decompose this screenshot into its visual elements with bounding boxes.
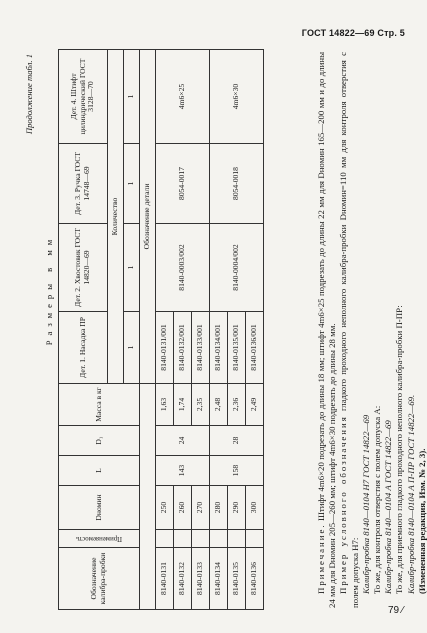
group1-det4: 4m6×25 (156, 50, 210, 144)
group1-det2: 8140-0003/002 (156, 224, 210, 312)
group2-det4: 4m6×30 (210, 50, 264, 144)
row-mass: 2,36 (228, 384, 246, 426)
table-row (210, 50, 228, 610)
group2-det3: 8054-0018 (210, 144, 264, 224)
spacer-cell (140, 384, 156, 610)
row-det1: 8140-0134/001 (210, 312, 228, 384)
row-det1: 8140-0133/001 (192, 312, 210, 384)
row-det1: 8140-0131/001 (156, 312, 174, 384)
row-det1: 8140-0132/001 (174, 312, 192, 384)
qty-det4: 1 (124, 50, 140, 144)
example-designation-3: Калибр-пробка 8140—0104 А П-ПР ГОСТ 14822—69. (405, 394, 416, 594)
parts-designation-label: Обозначение детали (140, 50, 156, 384)
row-applicability (156, 530, 174, 548)
row-code: 8140-0133 (192, 548, 210, 610)
row-applicability (228, 530, 246, 548)
qty-det2: 1 (124, 224, 140, 312)
row-code: 8140-0134 (210, 548, 228, 610)
row-mass: 1,74 (174, 384, 192, 426)
col-header-det3: Дет. 3. Ручка ГОСТ 14748—69 (59, 144, 108, 224)
row-dnom: 290 (228, 486, 246, 530)
col-header-applicability: Применяемость (59, 530, 140, 548)
row-code: 8140-0132 (174, 548, 192, 610)
table-continuation-label: Продолжение табл. 1 (24, 54, 34, 135)
row-mass: 2,48 (210, 384, 228, 426)
row-dnom: 280 (210, 486, 228, 530)
page-number: 79 ⁄ (388, 605, 404, 616)
note-label: Примечание. (316, 523, 326, 594)
col-header-det4: Дет. 4. Штифт цилиндрический ГОСТ 3128—70 (59, 50, 108, 144)
row-dnom: 250 (156, 486, 174, 530)
group1-det3: 8054-0017 (156, 144, 210, 224)
row-dnom: 300 (246, 486, 264, 530)
table-1 (58, 49, 264, 610)
example-designation-2: Калибр-пробка 8140—0104 А ГОСТ 14822—69 (383, 420, 394, 594)
row-applicability (246, 530, 264, 548)
col-header-L: L (59, 456, 140, 486)
page-header: ГОСТ 14822—69 Стр. 5 (301, 28, 405, 38)
quantity-label: Количество (108, 50, 124, 384)
col-header-D1: D₁ (59, 426, 140, 456)
group2-det2: 8140-0004/002 (210, 224, 264, 312)
revision-note: (Измененная редакция, Изм. № 2, 3). (416, 448, 427, 594)
col-header-dnom: Dномин (59, 486, 140, 530)
row-det1: 8140-0135/001 (228, 312, 246, 384)
row-applicability (192, 530, 210, 548)
example-paragraph (338, 52, 360, 608)
notes-block (316, 52, 427, 608)
col-header-det1: Дет. 1. Насадка ПР (59, 312, 108, 384)
row-code: 8140-0135 (228, 548, 246, 610)
example-text: гладкого проходного неполного калибра-пробки Dномин=110 мм для контроля отверстия с полем допуска H7: (338, 51, 360, 608)
col-header-mass: Масса в кг (59, 384, 140, 426)
col-header-designation: Обозначение калибра-пробки (59, 548, 140, 610)
row-applicability (174, 530, 192, 548)
same-text: То же, для контроля отверстия с полем допуска А: (372, 405, 383, 594)
rotated-content (8, 50, 427, 610)
note-paragraph (316, 52, 338, 608)
group1-L: 143 (156, 456, 210, 486)
group2-L: 158 (210, 456, 264, 486)
dimensions-title: Размеры в мм (44, 234, 54, 346)
table-row (156, 50, 174, 610)
col-header-det2: Дет. 2. Хвостовик ГОСТ 14820—69 (59, 224, 108, 312)
group1-D1: 24 (156, 426, 210, 456)
row-code: 8140-0136 (246, 548, 264, 610)
row-mass: 1,63 (156, 384, 174, 426)
row-mass: 2,35 (192, 384, 210, 426)
row-code: 8140-0131 (156, 548, 174, 610)
acceptance-text: То же, для приемного гладкого проходного неполного калибра-пробки П-ПР: (394, 305, 405, 594)
row-det1: 8140-0136/001 (246, 312, 264, 384)
qty-det1: 1 (124, 312, 140, 384)
example-designation-1: Калибр-пробка 8140—0104 H7 ГОСТ 14822—69 (360, 414, 371, 594)
example-label: Пример условного обозначения (338, 415, 349, 594)
note-text: Штифт 4m6×20 подрезать до длины 18 мм; штифт 4m6×25 подрезать до длины 22 мм для Dномин 165—200 мм и до длины 24 мм для Dномин 205—260 мм; штифт 4m6×30 подрезать до длины 28 мм. (316, 52, 338, 608)
row-dnom: 270 (192, 486, 210, 530)
row-dnom: 260 (174, 486, 192, 530)
row-mass: 2,49 (246, 384, 264, 426)
row-applicability (210, 530, 228, 548)
group2-D1: 28 (210, 426, 264, 456)
qty-det3: 1 (124, 144, 140, 224)
